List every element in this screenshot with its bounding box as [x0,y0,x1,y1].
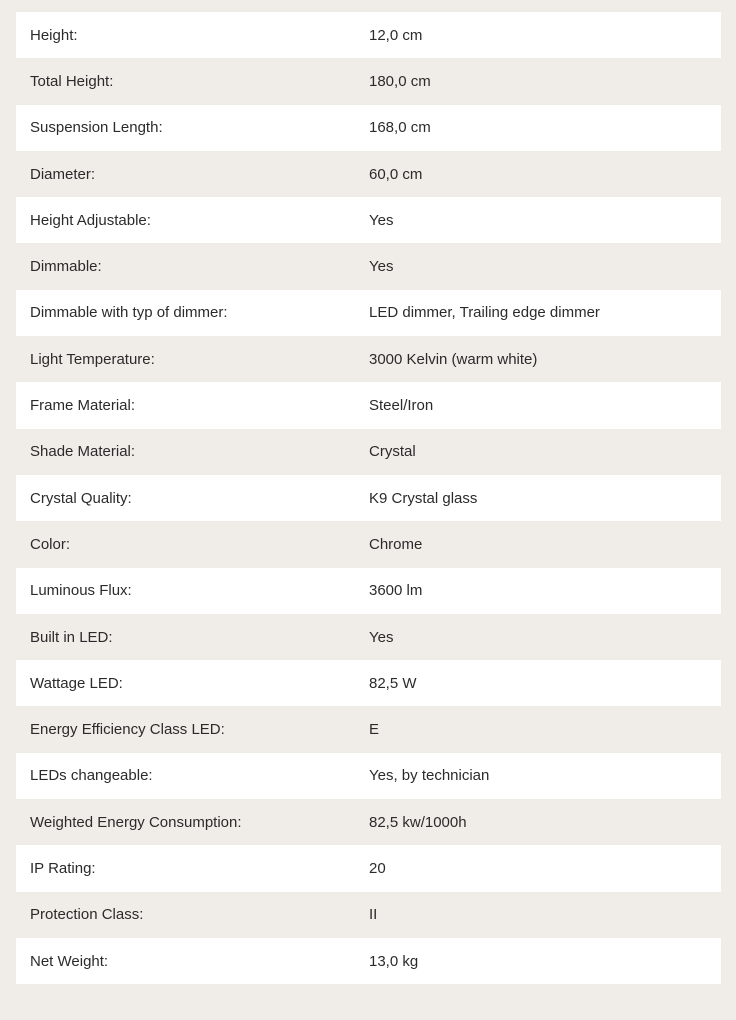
spec-value: 180,0 cm [369,72,431,90]
spec-row [16,58,721,104]
spec-value: Steel/Iron [369,397,434,415]
spec-value: 3000 Kelvin (warm white) [369,350,538,368]
spec-value: 168,0 cm [369,119,431,137]
spec-label: Luminous Flux: [30,582,132,600]
spec-label: Weighted Energy Consumption: [30,813,242,831]
spec-value: K9 Crystal glass [369,489,478,507]
spec-label: Shade Material: [30,443,136,461]
spec-value: Crystal [369,443,416,461]
spec-label: Protection Class: [30,906,144,924]
spec-value: E [369,721,380,739]
spec-row [16,799,721,845]
spec-label: Net Weight: [30,952,109,970]
spec-value: Chrome [369,535,423,553]
spec-row [16,753,721,799]
spec-label: Height: [30,26,78,44]
spec-value: 3600 lm [369,582,423,600]
spec-value: 60,0 cm [369,165,423,183]
spec-value: 82,5 W [369,674,417,692]
spec-value: Yes [369,258,394,276]
spec-value: Yes [369,211,394,229]
spec-label: Total Height: [30,72,114,90]
spec-value: II [369,906,378,924]
spec-value: Yes [369,628,394,646]
spec-value: LED dimmer, Trailing edge dimmer [369,304,600,322]
spec-row [16,429,721,475]
spec-value: 20 [369,859,386,877]
spec-row [16,243,721,289]
spec-label: Dimmable with typ of dimmer: [30,304,228,322]
spec-label: Built in LED: [30,628,113,646]
spec-row [16,290,721,336]
spec-label: Diameter: [30,165,96,183]
spec-table [16,12,721,984]
spec-row [16,12,721,58]
spec-label: Light Temperature: [30,350,155,368]
spec-label: Color: [30,535,71,553]
spec-label: IP Rating: [30,859,96,877]
spec-label: Suspension Length: [30,119,163,137]
spec-label: Height Adjustable: [30,211,151,229]
spec-row [16,336,721,382]
spec-row [16,706,721,752]
spec-row [16,197,721,243]
spec-label: Energy Efficiency Class LED: [30,721,225,739]
spec-row [16,660,721,706]
spec-value: 12,0 cm [369,26,423,44]
spec-label: Dimmable: [30,258,102,276]
spec-row [16,475,721,521]
spec-row [16,382,721,428]
spec-row [16,568,721,614]
spec-row [16,892,721,938]
spec-label: Crystal Quality: [30,489,132,507]
spec-row [16,938,721,984]
spec-row [16,614,721,660]
spec-row [16,105,721,151]
spec-row [16,151,721,197]
spec-value: 82,5 kw/1000h [369,813,467,831]
spec-label: LEDs changeable: [30,767,153,785]
spec-label: Frame Material: [30,397,136,415]
spec-label: Wattage LED: [30,674,123,692]
spec-value: Yes, by technician [369,767,490,785]
spec-row [16,521,721,567]
spec-value: 13,0 kg [369,952,419,970]
spec-row [16,845,721,891]
